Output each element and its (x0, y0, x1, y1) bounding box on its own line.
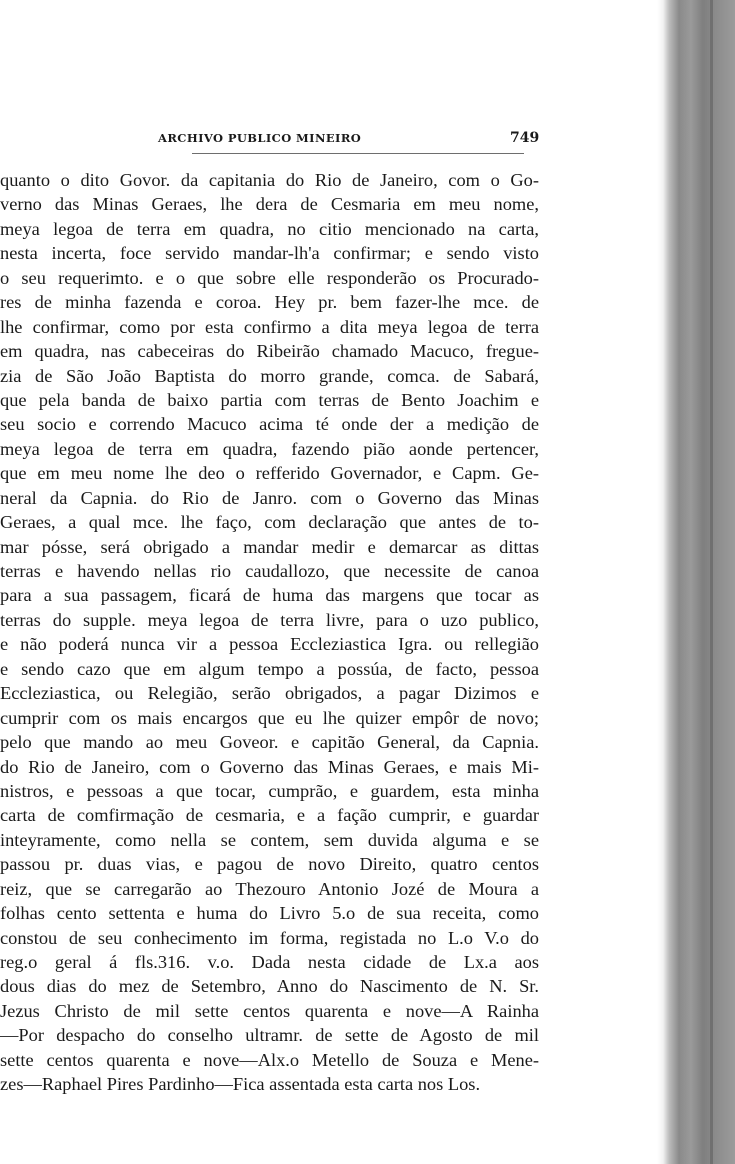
text-line: res de minha fazenda e coroa. Hey pr. bem fazer-lhe mce. de (0, 292, 539, 313)
text-line: zes—Raphael Pires Pardinho—Fica assentada esta carta nos Los. (0, 1074, 481, 1095)
text-line: reg.o geral á fls.316. v.o. Dada nesta cidade de Lx.a aos (0, 952, 539, 972)
text-line: Jezus Christo de mil sette centos quarenta e nove—A Rainha (0, 1000, 539, 1021)
text-line: terras e havendo nellas rio caudallozo, que necessite de canoa (0, 561, 539, 581)
text-line: meya legoa de terra em quadra, no citio mencionado na carta, (0, 218, 539, 239)
text-line: do Rio de Janeiro, com o Governo das Minas Geraes, e mais Mi- (0, 756, 539, 777)
text-line: passou pr. duas vias, e pagou de novo Direito, quatro centos (0, 854, 539, 875)
text-line: Eccleziastica, ou Relegião, serão obrigados, a pagar Dizimos e (0, 683, 539, 704)
text-line: o seu requerimto. e o que sobre elle responderão os Procurado- (0, 267, 539, 288)
text-line: zia de São João Baptista do morro grande, comca. de Sabará, (0, 365, 539, 386)
text-line: constou de seu conhecimento im forma, registada no L.o V.o do (0, 927, 539, 948)
text-line: que pela banda de baixo partia com terras de Bento Joachim e (0, 389, 539, 410)
text-line: mar pósse, será obrigado a mandar medir e demarcar as dittas (0, 536, 539, 557)
text-line: cumprir com os mais encargos que eu lhe quizer empôr de novo; (0, 707, 539, 728)
binding-shadow (710, 0, 713, 1164)
text-line: e sendo cazo que em algum tempo a possúa, de facto, pessoa (0, 658, 539, 679)
text-line: meya legoa de terra em quadra, fazendo pião aonde pertencer, (0, 438, 539, 459)
text-line: em quadra, nas cabeceiras do Ribeirão chamado Macuco, fregue- (0, 341, 539, 362)
text-line: verno das Minas Geraes, lhe dera de Cesmaria em meu nome, (0, 194, 539, 215)
text-line: inteyramente, como nella se contem, sem duvida alguma e se (0, 829, 539, 850)
page-binding-edge (657, 0, 735, 1164)
text-line: —Por despacho do conselho ultramr. de sette de Agosto de mil (0, 1025, 539, 1046)
text-line: reiz, que se carregarão ao Thezouro Antonio Jozé de Moura a (0, 878, 539, 899)
text-line: para a sua passagem, ficará de huma das margens que tocar as (0, 585, 539, 606)
text-line: lhe confirmar, como por esta confirmo a dita meya legoa de terra (0, 316, 539, 337)
text-line: Geraes, a qual mce. lhe faço, com declaração que antes de to- (0, 512, 539, 533)
page-number: 749 (510, 130, 540, 146)
text-line: terras do supple. meya legoa de terra livre, para o uzo publico, (0, 609, 539, 630)
text-line: folhas cento settenta e huma do Livro 5.o de sua receita, como (0, 903, 539, 924)
text-line: seu socio e correndo Macuco acima té onde der a medição de (0, 414, 539, 435)
header-rule (192, 153, 524, 154)
text-line: carta de comfirmação de cesmaria, e a fação cumprir, e guardar (0, 805, 539, 826)
text-line: e não poderá nunca vir a pessoa Eccleziastica Igra. ou rellegião (0, 634, 539, 655)
text-line: que em meu nome lhe deo o refferido Governador, e Capm. Ge- (0, 463, 539, 484)
text-line: nesta incerta, foce servido mandar-lh'a confirmar; e sendo visto (0, 243, 539, 264)
text-line: sette centos quarenta e nove—Alx.o Metello de Souza e Mene- (0, 1049, 539, 1070)
body-text (0, 168, 539, 1097)
running-title: ARCHIVO PUBLICO MINEIRO (158, 131, 362, 145)
page-header (0, 131, 555, 151)
text-line: dous dias do mez de Setembro, Anno do Nascimento de N. Sr. (0, 976, 539, 997)
text-line: quanto o dito Govor. da capitania do Rio de Janeiro, com o Go- (0, 170, 539, 190)
text-line: neral da Capnia. do Rio de Janro. com o Governo das Minas (0, 487, 539, 508)
text-line: pelo que mando ao meu Goveor. e capitão General, da Capnia. (0, 732, 539, 753)
text-line: nistros, e pessoas a que tocar, cumprão, e guardem, esta minha (0, 780, 539, 801)
